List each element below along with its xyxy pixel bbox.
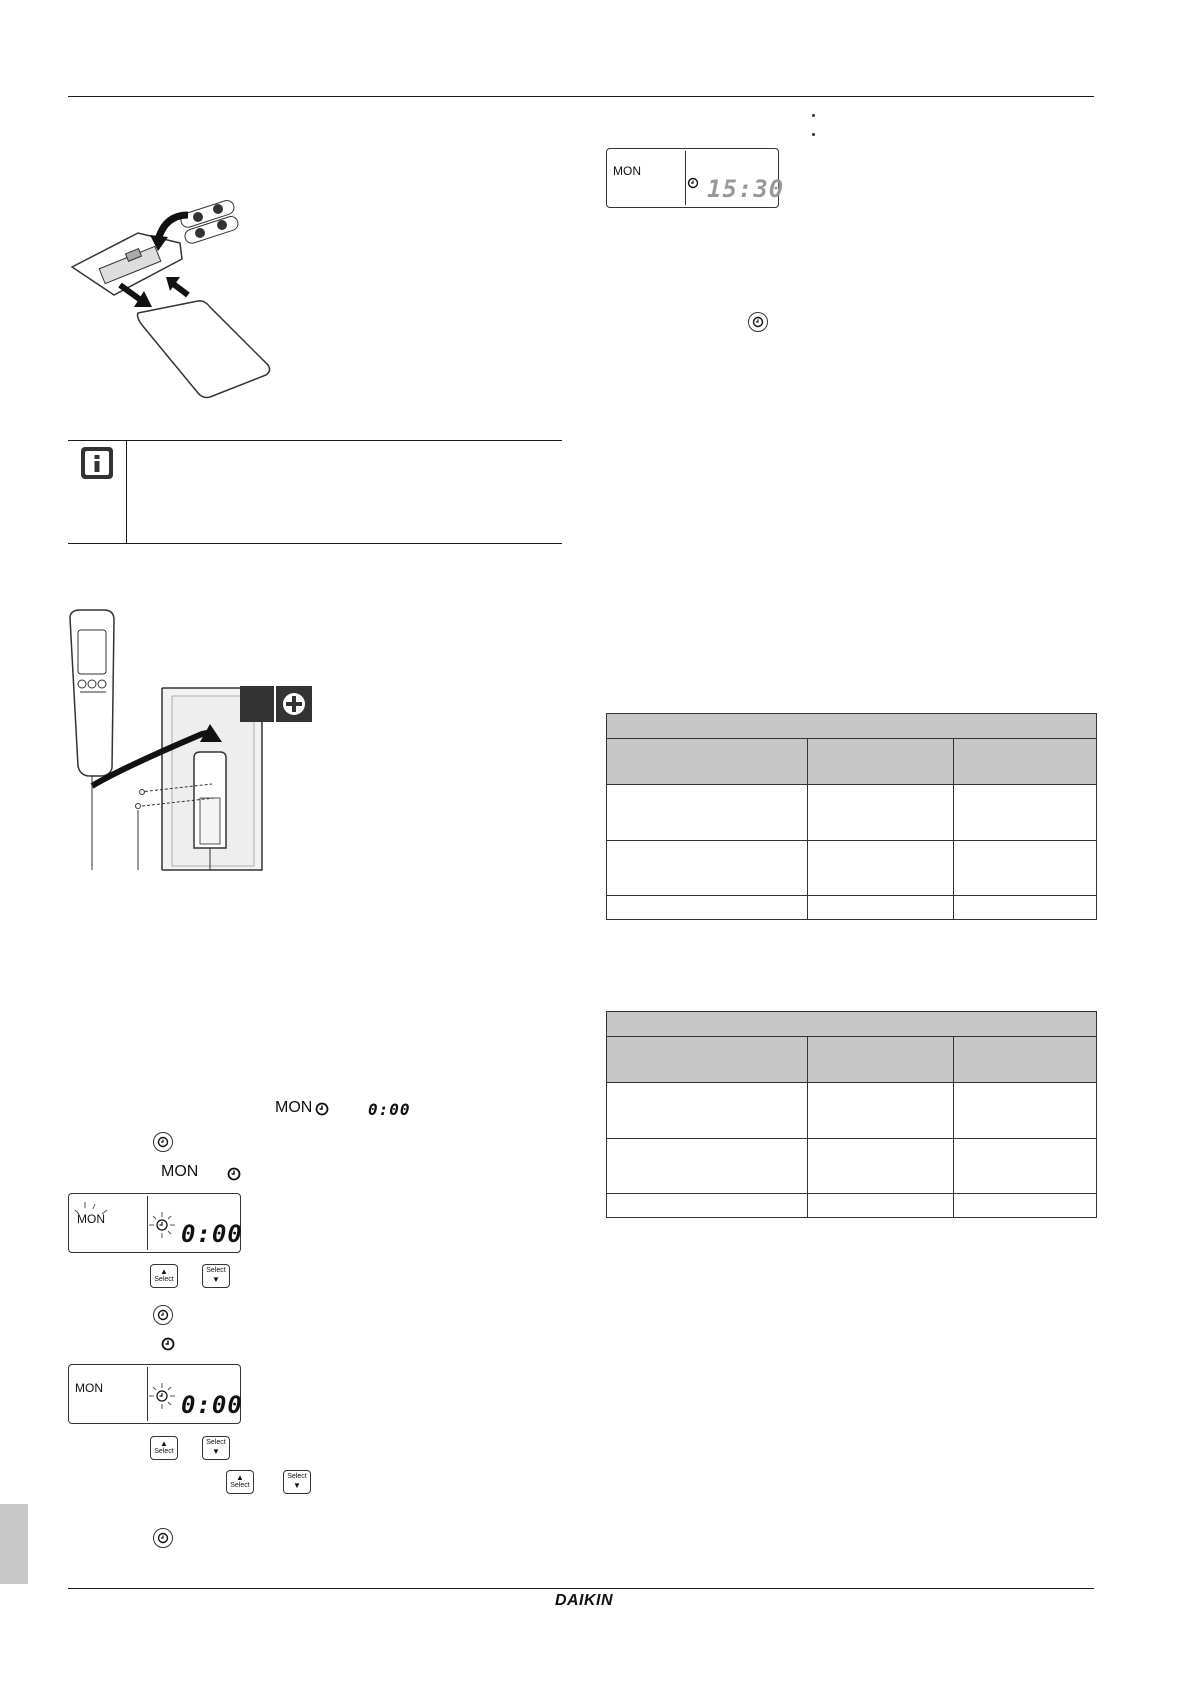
side-tab — [0, 1504, 28, 1584]
table-row — [607, 841, 1097, 896]
lcd-time: 0:00 — [181, 1220, 243, 1248]
lcd-time: 0:00 — [181, 1391, 243, 1419]
bullet — [812, 114, 815, 117]
select-up-button[interactable]: ▲ Select — [226, 1470, 254, 1494]
holder-illustration — [62, 608, 322, 878]
clock-button[interactable] — [153, 1528, 173, 1548]
table-header — [607, 1012, 1097, 1037]
blink-clock-icon — [147, 1210, 177, 1240]
inline-time-label: 0:00 — [368, 1100, 411, 1119]
table-row — [607, 1037, 1097, 1083]
bullet — [812, 133, 815, 136]
select-down-button[interactable]: Select ▼ — [202, 1264, 230, 1288]
spec-table-1 — [606, 713, 1097, 920]
select-up-button[interactable]: ▲ Select — [150, 1436, 178, 1460]
table-row — [607, 896, 1097, 920]
note-rule-top — [68, 440, 562, 441]
clock-icon — [161, 1337, 175, 1351]
screwdriver-badge — [240, 686, 312, 722]
clock-icon — [687, 177, 699, 189]
footer-rule — [68, 1588, 1094, 1589]
info-icon — [80, 446, 114, 480]
table-row — [607, 785, 1097, 841]
lcd-day: MON — [77, 1212, 105, 1226]
clock-button[interactable] — [748, 312, 768, 332]
inline-day-label: MON — [275, 1099, 313, 1116]
select-up-button[interactable]: ▲ Select — [150, 1264, 178, 1288]
lcd-display-time — [68, 1364, 241, 1424]
note-rule-vertical — [126, 440, 127, 544]
table-row — [607, 1083, 1097, 1139]
table-header — [607, 714, 1097, 739]
select-down-button[interactable]: Select ▼ — [283, 1470, 311, 1494]
battery-illustration — [70, 185, 290, 425]
header-rule — [68, 96, 1094, 97]
clock-button[interactable] — [153, 1305, 173, 1325]
clock-icon — [315, 1102, 329, 1116]
brand-logo — [544, 1590, 624, 1610]
clock-icon — [227, 1167, 241, 1181]
clock-button[interactable] — [153, 1132, 173, 1152]
lcd-display-set-time — [606, 148, 785, 208]
lcd-day: MON — [613, 164, 641, 178]
table-row — [607, 739, 1097, 785]
lcd-time: 15:30 — [707, 175, 785, 203]
note-rule-bottom — [68, 543, 562, 544]
lcd-display-blinking — [68, 1193, 241, 1253]
blink-day-label: MON — [161, 1163, 199, 1180]
blink-clock-icon — [147, 1381, 177, 1411]
blink-rays-icon — [71, 1200, 111, 1234]
select-down-button[interactable]: Select ▼ — [202, 1436, 230, 1460]
daikin-logo — [544, 1590, 624, 1610]
lcd-day: MON — [75, 1381, 103, 1395]
table-row — [607, 1139, 1097, 1194]
svg-text:DAIKIN: DAIKIN — [554, 1592, 614, 1609]
table-row — [607, 1194, 1097, 1218]
spec-table-2 — [606, 1011, 1097, 1218]
